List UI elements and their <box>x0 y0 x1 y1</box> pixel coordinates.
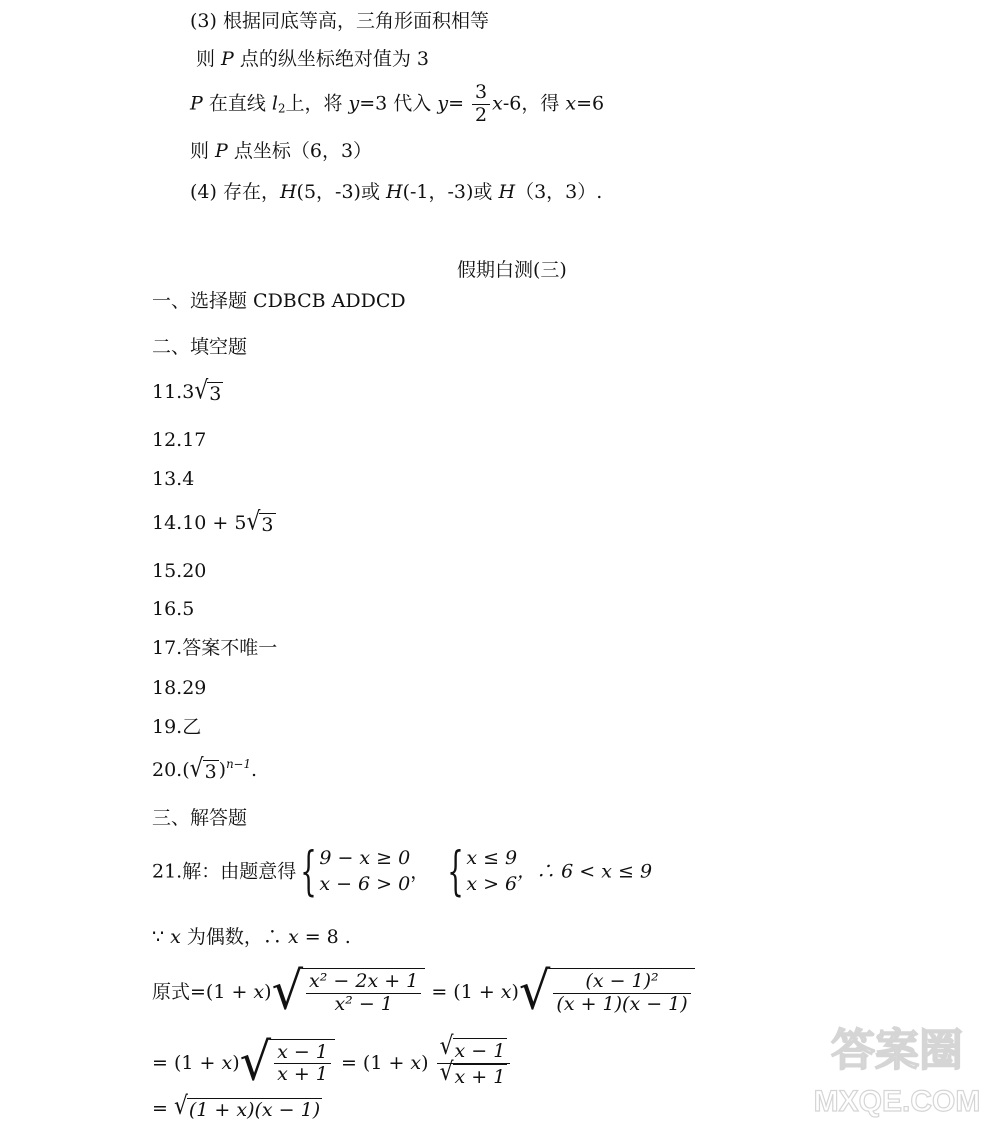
sqrt-3: √ 3 <box>246 507 274 537</box>
sqrt-fraction: √ $\frac{x - 1}{x + 1}$ <box>240 1039 335 1088</box>
prev-line-3 <box>190 12 489 31</box>
solution-heading: 三、解答题 <box>152 807 248 829</box>
choice-answers: 一、选择题 CDBCB ADDCD <box>152 290 406 312</box>
watermark-bottom: MXQE.COM <box>813 1085 981 1118</box>
sqrt-fraction: √ $\frac{\text{(x − 1)²}}{(x + 1)(x - 1)}$ <box>519 968 695 1017</box>
prev-text: (3) 根据同底等高，三角形面积相等 <box>190 10 489 32</box>
system-1: 9 − x ≥ 0 x − 6 > 0 <box>319 847 411 895</box>
prev-line-substitute: P 在直线 $l_2$上，将 y=3 代入 y= $\frac{3}{2}$ x-6，得 x=6 <box>190 81 605 126</box>
answer-18: 18.29 <box>152 677 207 699</box>
watermark-logo <box>812 1013 982 1123</box>
left-brace: { <box>447 842 465 902</box>
left-brace: { <box>300 842 318 902</box>
answer-11: 11.3 √ 3 <box>152 376 222 406</box>
q21-even: ∵ x 为偶数，∴ x = 8 . <box>152 926 351 948</box>
watermark-top: 答案圈 <box>831 1026 963 1075</box>
answer-12: 12.17 <box>152 429 207 451</box>
prev-line-4: (4) 存在，H(5，-3)或 H(-1，-3)或 H（3，3）. <box>190 181 603 203</box>
prev-line-p-coord: 则 P 点坐标（6，3） <box>190 140 373 162</box>
q21-inequalities: 21.解：由题意得{ 9 − x ≥ 0 x − 6 > 0 ， { x ≤ 9 x > 6 ，∴ 6 < x ≤ 9 <box>152 842 653 902</box>
answer-16: 16.5 <box>152 598 195 620</box>
answer-13: 13.4 <box>152 468 195 490</box>
q21-step-3: = √ (1 + x)(x − 1) <box>152 1092 321 1122</box>
sqrt-fraction: √ $\frac{\text{x² − 2x + 1}}{\text{x² − 1}}$ <box>272 968 426 1017</box>
prev-text: 则 <box>196 48 222 70</box>
prev-text: 点的纵坐标绝对值为 3 <box>233 48 430 70</box>
var-p: P <box>221 48 234 70</box>
var-p: P <box>190 92 203 115</box>
sqrt-3: √ 3 <box>189 754 217 784</box>
prev-line-p-ordinate <box>196 50 429 69</box>
fraction-of-roots: √ x − 1 √ x + 1 <box>437 1038 511 1089</box>
answer-19: 19.乙 <box>152 716 202 738</box>
answer-14: 14.10 + 5 √ 3 <box>152 507 274 537</box>
fraction-3-2: $\frac{3}{2}$ <box>472 82 490 127</box>
fill-blank-heading: 二、填空题 <box>152 336 248 358</box>
q21-step-2: = (1 + x) √ $\frac{x - 1}{x + 1}$ = (1 + x) √ x − 1 √ x + 1 <box>152 1038 512 1089</box>
sqrt-product: √ (1 + x)(x − 1) <box>173 1092 321 1122</box>
answer-15: 15.20 <box>152 560 207 582</box>
answer-17: 17.答案不唯一 <box>152 637 278 659</box>
q21-original: 原式=(1 + x) √ $\frac{\text{x² − 2x + 1}}{\text{x² − 1}}$ = (1 + x) √ $\frac{\text{(x − 1)²}}{(x + 1)(x - 1)}$ <box>152 968 695 1017</box>
system-2: x ≤ 9 x > 6 <box>466 847 518 895</box>
var-l: l <box>271 92 278 115</box>
sqrt-3: √ 3 <box>194 376 222 406</box>
section-title: 假期白测(三) <box>457 259 567 281</box>
answer-20: 20.( √ 3 )$^{n-1}$. <box>152 754 258 784</box>
